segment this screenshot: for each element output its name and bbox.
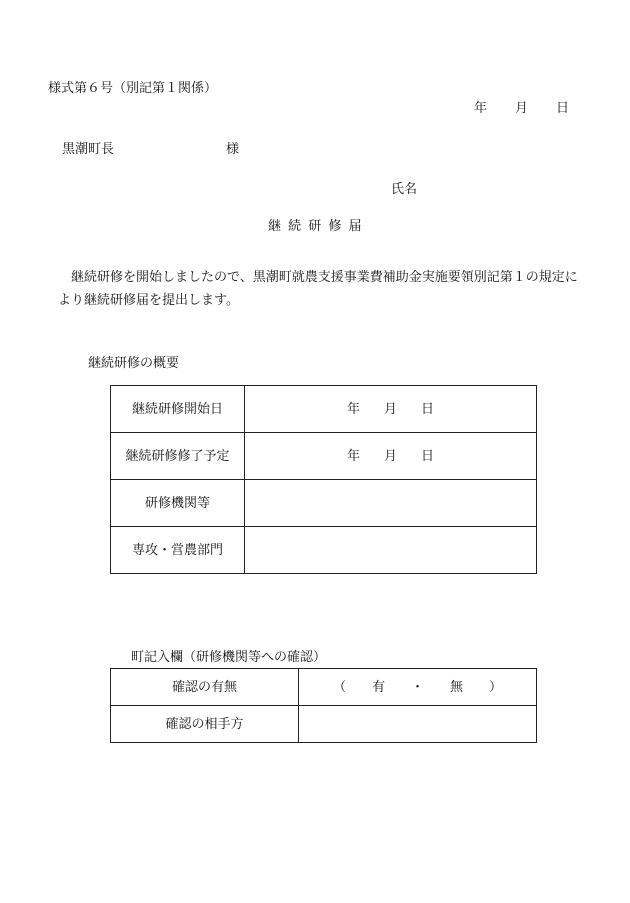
form-number: 様式第６号（別記第１関係） [48,81,218,96]
institution-field[interactable] [245,480,537,527]
counterpart-field[interactable] [299,706,537,743]
row-label-major: 専攻・営農部門 [111,527,245,574]
town-section-heading: 町記入欄（研修機関等への確認） [131,650,327,665]
row-label-end-date: 継続研修修了予定 [111,433,245,480]
addressee-honorific: 様 [226,142,240,157]
town-confirmation-table [110,668,537,743]
end-date-field[interactable]: 年 月 日 [245,433,537,480]
row-label-institution: 研修機関等 [111,480,245,527]
addressee-name: 黒潮町長 [62,142,115,157]
table-row [111,480,537,527]
overview-heading: 継続研修の概要 [88,356,180,371]
table-row [111,433,537,480]
date-day: 日 [556,101,570,116]
date-year: 年 [474,101,488,116]
table-row [111,669,537,706]
applicant-name-label: 氏名 [391,182,418,197]
major-field[interactable] [245,527,537,574]
start-date-field[interactable]: 年 月 日 [245,386,537,433]
confirmation-choice[interactable]: （ 有 ・ 無 ） [299,669,537,706]
table-row [111,527,537,574]
body-paragraph: 継続研修を開始しましたので、黒潮町就農支援事業費補助金実施要領別記第１の規定により継続研修届を提出します。 [58,270,578,308]
date-month: 月 [515,101,529,116]
submission-date [474,102,569,115]
row-label-confirmation: 確認の有無 [111,669,299,706]
document-title: 継続研修届 [268,219,369,234]
row-label-counterpart: 確認の相手方 [111,706,299,743]
table-row [111,706,537,743]
overview-table [110,385,537,574]
table-row [111,386,537,433]
row-label-start-date: 継続研修開始日 [111,386,245,433]
